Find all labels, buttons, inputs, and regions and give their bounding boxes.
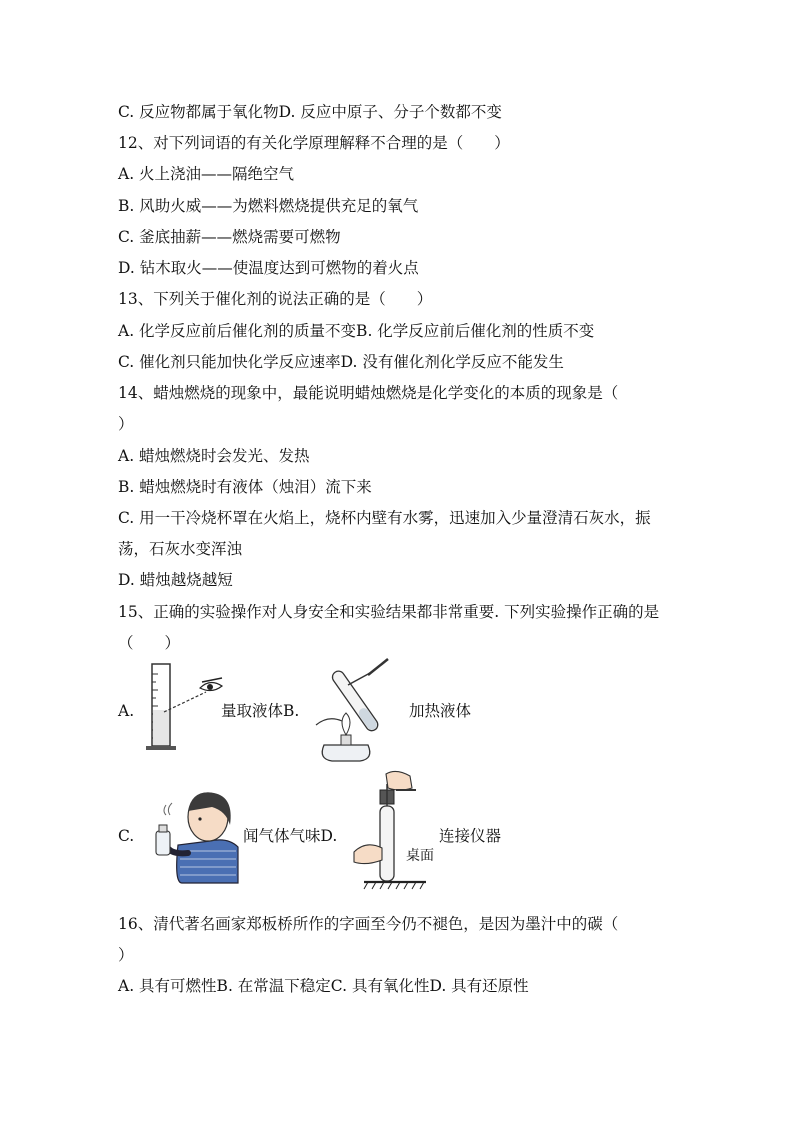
option-c-label: C. bbox=[118, 827, 135, 845]
question-stem: 15、正确的实验操作对人身安全和实验结果都非常重要. 下列实验操作正确的是 bbox=[118, 603, 660, 621]
option-line: D. 钻木取火——使温度达到可燃物的着火点 bbox=[118, 259, 419, 277]
option-line: B. 蜡烛燃烧时有液体（烛泪）流下来 bbox=[118, 478, 372, 496]
connecting-apparatus-figure bbox=[352, 768, 432, 893]
option-a-caption: 量取液体B. bbox=[221, 702, 300, 720]
option-line: C. 釜底抽薪——燃烧需要可燃物 bbox=[118, 228, 341, 246]
smelling-gas-figure bbox=[148, 785, 240, 885]
option-d-caption: 连接仪器 bbox=[439, 827, 502, 845]
option-line: A. 蜡烛燃烧时会发光、发热 bbox=[118, 447, 310, 465]
question-stem: 13、下列关于催化剂的说法正确的是（ ） bbox=[118, 290, 433, 308]
option-line-continuation: 荡，石灰水变浑浊 bbox=[118, 540, 243, 558]
question-stem-continuation: ） bbox=[118, 415, 134, 433]
option-line: B. 风助火威——为燃料燃烧提供充足的氧气 bbox=[118, 197, 419, 215]
table-surface-label: 桌面 bbox=[406, 848, 434, 864]
option-line: C. 反应物都属于氧化物D. 反应中原子、分子个数都不变 bbox=[118, 103, 502, 121]
option-line: A. 具有可燃性B. 在常温下稳定C. 具有氧化性D. 具有还原性 bbox=[118, 977, 529, 995]
option-line: C. 催化剂只能加快化学反应速率D. 没有催化剂化学反应不能发生 bbox=[118, 353, 564, 371]
question-stem: 14、蜡烛燃烧的现象中，最能说明蜡烛燃烧是化学变化的本质的现象是（ bbox=[118, 384, 619, 402]
option-b-caption: 加热液体 bbox=[409, 702, 472, 720]
question-stem-continuation: （ ） bbox=[118, 634, 181, 652]
question-stem: 16、清代著名画家郑板桥所作的字画至今仍不褪色，是因为墨汁中的碳（ bbox=[118, 915, 619, 933]
option-line: C. 用一干冷烧杯罩在火焰上，烧杯内壁有水雾，迅速加入少量澄清石灰水，振 bbox=[118, 509, 651, 527]
option-line: A. 化学反应前后催化剂的质量不变B. 化学反应前后催化剂的性质不变 bbox=[118, 322, 595, 340]
option-line: A. 火上浇油——隔绝空气 bbox=[118, 165, 295, 183]
question-stem: 12、对下列词语的有关化学原理解释不合理的是（ ） bbox=[118, 134, 510, 152]
option-a-label: A. bbox=[118, 702, 135, 720]
option-c-caption: 闻气体气味D. bbox=[243, 827, 338, 845]
graduated-cylinder-figure bbox=[142, 660, 232, 755]
option-line: D. 蜡烛越烧越短 bbox=[118, 571, 233, 589]
question-stem-continuation: ） bbox=[118, 946, 134, 964]
heating-liquid-figure bbox=[308, 655, 398, 765]
